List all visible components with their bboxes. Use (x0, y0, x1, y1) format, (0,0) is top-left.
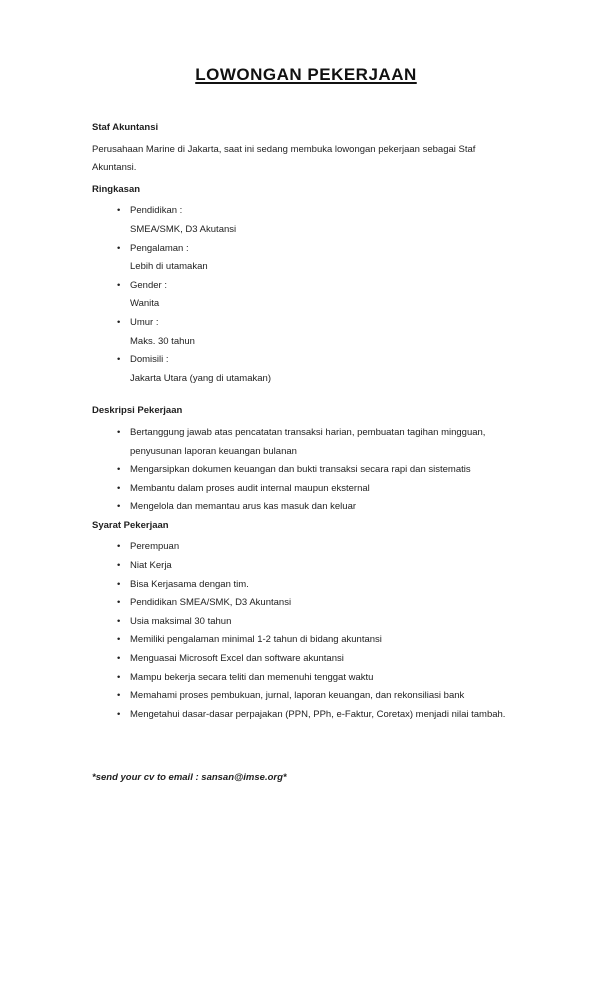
list-item-label: Pengalaman : (130, 242, 189, 254)
list-item-text: Pendidikan SMEA/SMK, D3 Akuntansi (130, 597, 292, 609)
deskripsi-list (92, 424, 520, 517)
list-item-text: Membantu dalam proses audit internal maupun eksternal (130, 482, 370, 494)
list-item (92, 669, 520, 688)
bullet-icon: • (117, 597, 121, 609)
list-item-text: Bisa Kerjasama dengan tim. (130, 578, 249, 590)
list-item-text: Bertanggung jawab atas pencatatan transaksi harian, pembuatan tagihan mingguan, penyusunan laporan keuangan bulanan (130, 426, 486, 457)
list-item-value: Wanita (130, 298, 160, 310)
bullet-icon: • (117, 279, 121, 291)
section-heading-deskripsi: Deskripsi Pekerjaan (92, 405, 183, 417)
list-item (92, 202, 520, 239)
list-item-text: Menguasai Microsoft Excel dan software akuntansi (130, 653, 344, 665)
list-item (92, 594, 520, 613)
bullet-icon: • (117, 205, 121, 217)
bullet-icon: • (117, 615, 121, 627)
list-item-text: Perempuan (130, 541, 180, 553)
bullet-icon: • (117, 316, 121, 328)
bullet-icon: • (117, 426, 121, 438)
send-cv-note: *send your cv to email : sansan@imse.org* (92, 772, 287, 784)
list-item-text: Niat Kerja (130, 560, 172, 572)
list-item-text: Mengelola dan memantau arus kas masuk dan keluar (130, 501, 357, 513)
list-item (92, 576, 520, 595)
syarat-list (92, 538, 520, 724)
list-item-value: SMEA/SMK, D3 Akutansi (130, 223, 237, 235)
ringkasan-list (92, 202, 520, 388)
bullet-icon: • (117, 653, 121, 665)
job-position-heading: Staf Akuntansi (92, 122, 159, 133)
list-item-text: Usia maksimal 30 tahun (130, 615, 232, 627)
document-title: LOWONGAN PEKERJAAN (195, 65, 417, 84)
list-item (92, 613, 520, 632)
list-item (92, 314, 520, 351)
list-item-text: Memiliki pengalaman minimal 1-2 tahun di bidang akuntansi (130, 634, 382, 646)
list-item (92, 631, 520, 650)
section-heading-ringkasan: Ringkasan (92, 183, 141, 195)
bullet-icon: • (117, 634, 121, 646)
list-item-text: Memahami proses pembukuan, jurnal, laporan keuangan, dan rekonsiliasi bank (130, 690, 465, 702)
bullet-icon: • (117, 541, 121, 553)
bullet-icon: • (117, 354, 121, 366)
list-item (92, 557, 520, 576)
bullet-icon: • (117, 242, 121, 254)
list-item (92, 706, 520, 725)
bullet-icon: • (117, 690, 121, 702)
list-item (92, 240, 520, 277)
list-item-text: Mampu bekerja secara teliti dan memenuhi tenggat waktu (130, 671, 374, 683)
list-item (92, 498, 520, 517)
list-item (92, 351, 520, 388)
list-item-text: Mengetahui dasar-dasar perpajakan (PPN, PPh, e-Faktur, Coretax) menjadi nilai tambah. (130, 708, 506, 720)
intro-paragraph: Perusahaan Marine di Jakarta, saat ini sedang membuka lowongan pekerjaan sebagai Staf Akuntansi. (92, 143, 476, 174)
list-item-label: Gender : (130, 279, 167, 291)
bullet-icon: • (117, 560, 121, 572)
list-item-label: Umur : (130, 316, 159, 328)
list-item (92, 687, 520, 706)
list-item (92, 480, 520, 499)
list-item (92, 424, 520, 461)
bullet-icon: • (117, 578, 121, 590)
list-item-text: Mengarsipkan dokumen keuangan dan bukti transaksi secara rapi dan sistematis (130, 464, 471, 476)
list-item-value: Maks. 30 tahun (130, 335, 195, 347)
list-item-value: Jakarta Utara (yang di utamakan) (130, 372, 271, 384)
bullet-icon: • (117, 671, 121, 683)
list-item-label: Pendidikan : (130, 205, 183, 217)
list-item (92, 650, 520, 669)
bullet-icon: • (117, 482, 121, 494)
list-item-label: Domisili : (130, 354, 169, 366)
list-item-value: Lebih di utamakan (130, 261, 208, 273)
bullet-icon: • (117, 464, 121, 476)
bullet-icon: • (117, 708, 121, 720)
bullet-icon: • (117, 501, 121, 513)
list-item (92, 277, 520, 314)
section-heading-syarat: Syarat Pekerjaan (92, 519, 169, 531)
list-item (92, 461, 520, 480)
list-item (92, 538, 520, 557)
